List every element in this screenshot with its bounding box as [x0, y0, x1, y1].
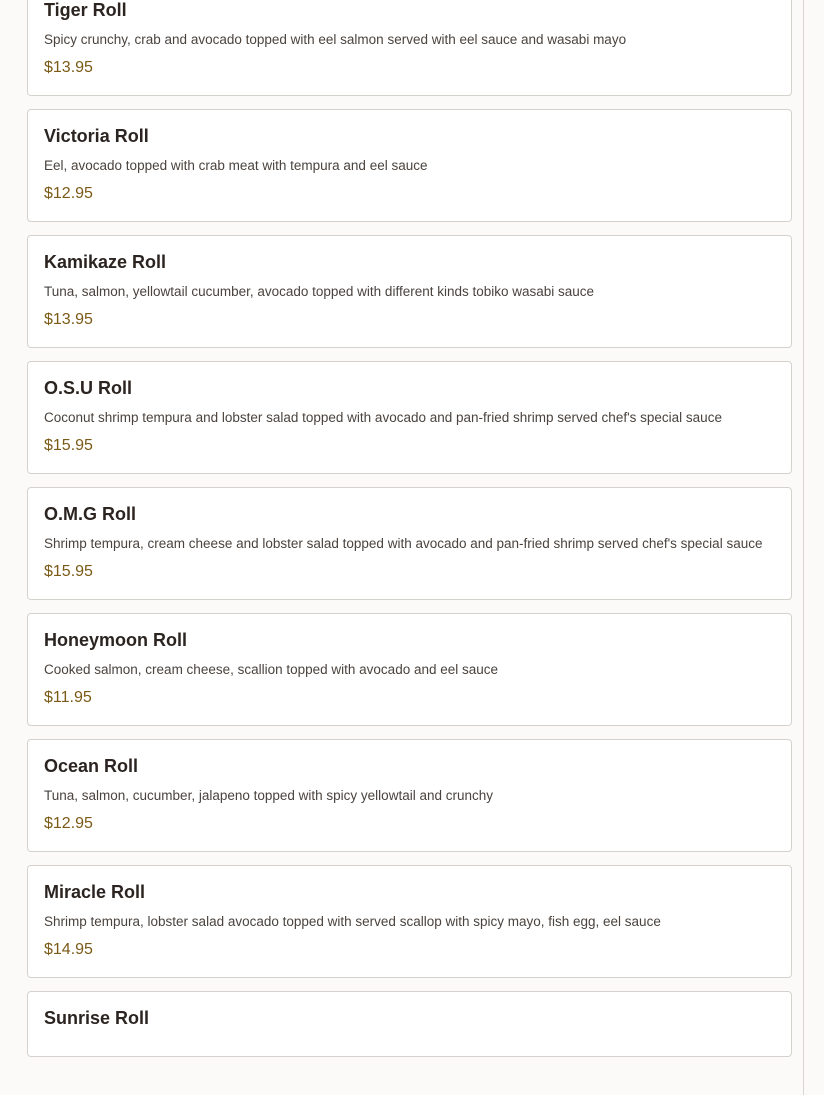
menu-item-card[interactable] [27, 613, 792, 726]
menu-item-card[interactable] [27, 0, 792, 96]
menu-item-name: Kamikaze Roll [44, 252, 167, 272]
menu-item-description: Cooked salmon, cream cheese, scallion topped with avocado and eel sauce [44, 662, 499, 677]
menu-item-card[interactable] [27, 865, 792, 978]
menu-item-price: $15.95 [44, 563, 93, 580]
menu-item-description: Eel, avocado topped with crab meat with tempura and eel sauce [44, 158, 428, 173]
menu-item-price: $13.95 [44, 311, 93, 328]
menu-item-price: $15.95 [44, 437, 93, 454]
menu-item-price: $13.95 [44, 59, 93, 76]
menu-item-name: O.M.G Roll [44, 504, 136, 524]
menu-item-name: Miracle Roll [44, 882, 146, 902]
menu-item-name: Sunrise Roll [44, 1008, 150, 1028]
menu-item-name: Honeymoon Roll [44, 630, 187, 650]
menu-item-name: O.S.U Roll [44, 378, 133, 398]
menu-item-description: Shrimp tempura, cream cheese and lobster salad topped with avocado and pan-fried shrimp served chef's special sauce [44, 536, 763, 551]
menu-item-price: $12.95 [44, 185, 93, 202]
menu-item-card[interactable] [27, 739, 792, 852]
panel-divider [803, 0, 804, 1095]
menu-item-price: $12.95 [44, 815, 93, 832]
menu-item-description: Tuna, salmon, cucumber, jalapeno topped with spicy yellowtail and crunchy [44, 788, 493, 803]
menu-item-card[interactable] [27, 235, 792, 348]
menu-item-description: Shrimp tempura, lobster salad avocado topped with served scallop with spicy mayo, fish egg, eel sauce [44, 914, 661, 929]
menu-item-description: Tuna, salmon, yellowtail cucumber, avocado topped with different kinds tobiko wasabi sauce [44, 284, 595, 299]
menu-item-list [27, 0, 792, 1070]
menu-item-name: Victoria Roll [44, 126, 149, 146]
menu-item-description: Coconut shrimp tempura and lobster salad topped with avocado and pan-fried shrimp served chef's special sauce [44, 410, 722, 425]
menu-item-card[interactable] [27, 109, 792, 222]
menu-item-price: $11.95 [44, 689, 92, 706]
menu-item-description: Spicy crunchy, crab and avocado topped with eel salmon served with eel sauce and wasabi mayo [44, 32, 627, 47]
menu-item-name: Ocean Roll [44, 756, 139, 776]
menu-item-card[interactable] [27, 991, 792, 1057]
menu-item-name: Tiger Roll [44, 0, 127, 20]
menu-item-card[interactable] [27, 361, 792, 474]
menu-item-card[interactable] [27, 487, 792, 600]
menu-item-price: $14.95 [44, 941, 93, 958]
